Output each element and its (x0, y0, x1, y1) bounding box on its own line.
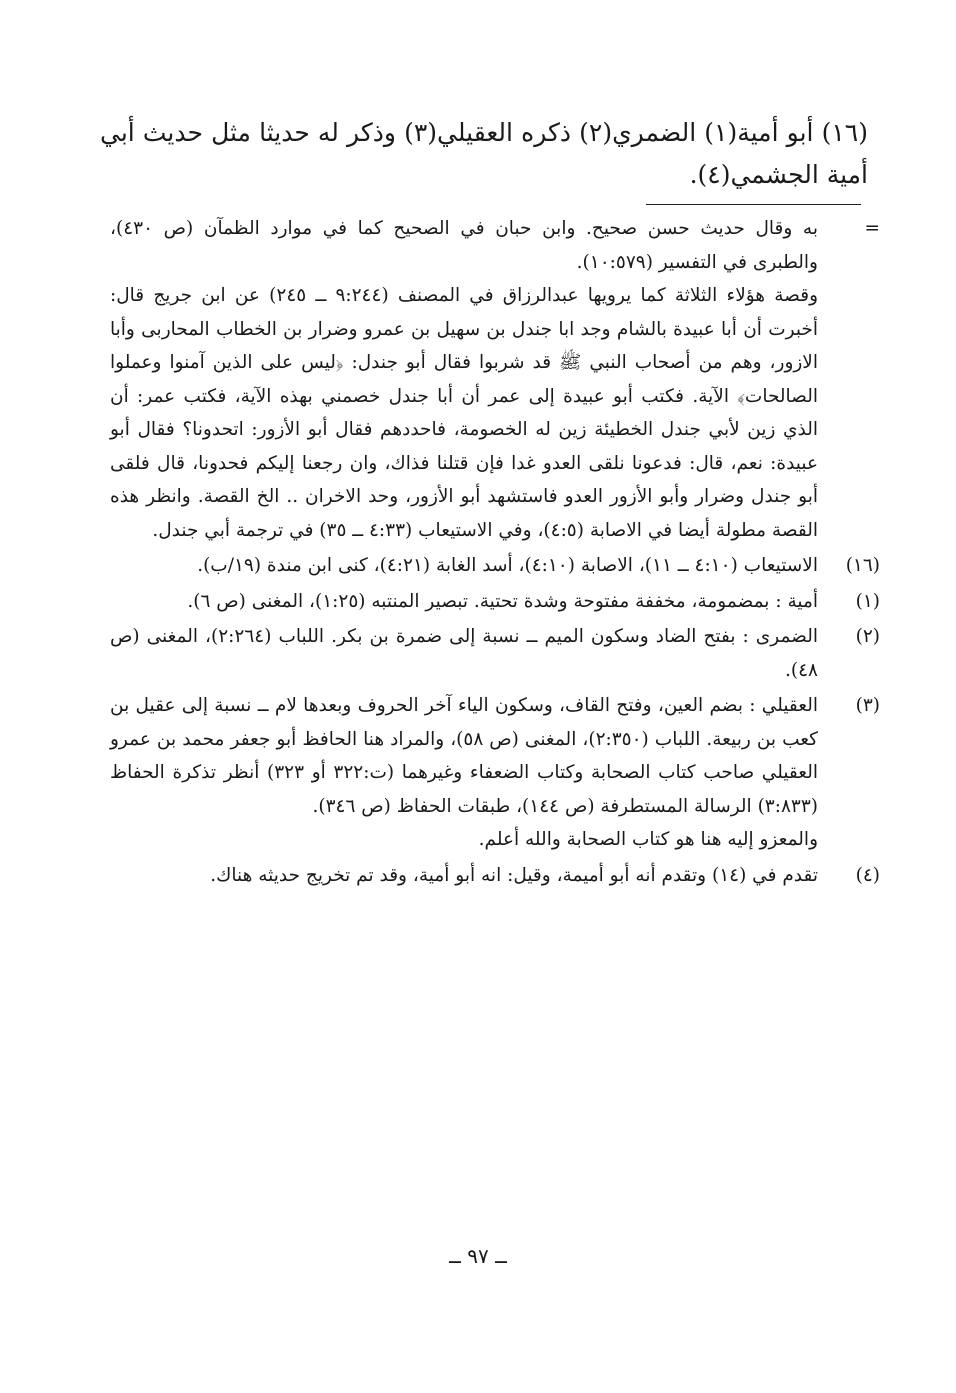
footnote-paragraph: العقيلي : بضم العين، وفتح القاف، وسكون الياء آخر الحروف وبعدها لام ــ نسبة إلى عقيل بن كعب بن ربيعة. اللباب (٢:٣٥٠)، المغنى (ص ٥٨)، والمراد هنا الحافظ أبو جعفر محمد بن عمرو العقيلي صاحب كتاب الصحابة وكتاب الضعفاء وغيرهما (ت:٣٢٢ أو ٣٢٣) أنظر تذكرة الحفاظ (٣:٨٣٣) الرسالة المستطرفة (ص ١٤٤)، طبقات الحفاظ (ص ٣٤٦). (110, 695, 818, 817)
footnote-4 (110, 859, 880, 893)
continuation-note (110, 212, 880, 547)
footnote-body (110, 549, 818, 583)
continuation-paragraph-1: به وقال حديث حسن صحيح. وابن حبان في الصحيح كما في موارد الظمآن (ص ٤٣٠)، والطبرى في التفسير (١٠:٥٧٩). (110, 218, 818, 273)
footnote-body (110, 859, 818, 893)
continuation-body (110, 212, 818, 547)
continuation-paragraph-2: وقصة هؤلاء الثلاثة كما يرويها عبدالرزاق في المصنف (٩:٢٤٤ ــ ٢٤٥) عن ابن جريج قال: أخبرت أن أبا عبيدة بالشام وجد ابا جندل بن سهيل بن عمرو وضرار بن الخطاب المحاربى وأبا الازور، وهم من أصحاب النبي ﷺ قد شربوا فقال أبو جندل: ﴿ليس على الذين آمنوا وعملوا الصالحات﴾ الآية. فكتب أبو عبيدة إلى عمر أن أبا جندل خصمني بهذه الآية، فكتب عمر: أن الذي زين لأبي جندل الخطيئة زين له الخصومة، فاحددهم فقال أبو الأزور: اتحدونا؟ فقال أبو عبيدة: نعم، قال: فدعونا نلقى العدو غدا فإن قتلنا فذاك، وان رجعنا إليكم فحدونا، قال فلقى أبو جندل وضرار وأبو الأزور العدو فاستشهد أبو الأزور، وحد الاخران .. الخ القصة. وانظر هذه القصة مطولة أيضا في الاصابة (٤:٥)، وفي الاستيعاب (٤:٣٣ ــ ٣٥) في ترجمة أبي جندل. (110, 285, 818, 541)
footnote-number: (٢) (855, 626, 880, 647)
footnote-1 (110, 585, 880, 619)
footnote-2 (110, 620, 880, 687)
footnote-separator-rule (646, 204, 861, 205)
footnotes-section (110, 212, 880, 892)
main-entry-text: (١٦) أبو أمية(١) الضمري(٢) ذكره العقيلي(٣) وذكر له حديثا مثل حديث أبي أمية الجشمي(٤). (100, 118, 868, 189)
footnote-number: (١٦) (845, 555, 880, 576)
footnote-body (110, 689, 818, 857)
footnote-paragraph: تقدم في (١٤) وتقدم أنه أبو أميمة، وقيل: انه أبو أمية، وقد تم تخريج حديثه هناك. (210, 864, 818, 886)
footnote-16 (110, 549, 880, 583)
footnote-paragraph: والمعزو إليه هنا هو كتاب الصحابة والله أعلم. (478, 829, 818, 850)
footnote-paragraph: الضمرى : بفتح الضاد وسكون الميم ــ نسبة إلى ضمرة بن بكر. اللباب (٢:٢٦٤)، المغنى (ص ٤٨). (110, 626, 818, 681)
continuation-marker: = (864, 218, 880, 239)
footnote-3 (110, 689, 880, 857)
footnote-number: (٤) (855, 864, 880, 886)
footnote-body (110, 620, 818, 687)
footnote-paragraph: أمية : بمضمومة، مخففة مفتوحة وشدة تحتية. تبصير المنتبه (١:٢٥)، المغنى (ص ٦). (187, 590, 818, 612)
footnote-paragraph: الاستيعاب (٤:١٠ ــ ١١)، الاصابة (٤:١٠)، أسد الغابة (٤:٢١)، كنى ابن مندة (١٩/ب). (197, 555, 818, 576)
footnote-number: (٣) (855, 695, 880, 716)
footnote-body (110, 585, 818, 619)
footnote-number: (١) (855, 590, 880, 612)
page-number: ــ ٩٧ ــ (449, 1244, 507, 1268)
